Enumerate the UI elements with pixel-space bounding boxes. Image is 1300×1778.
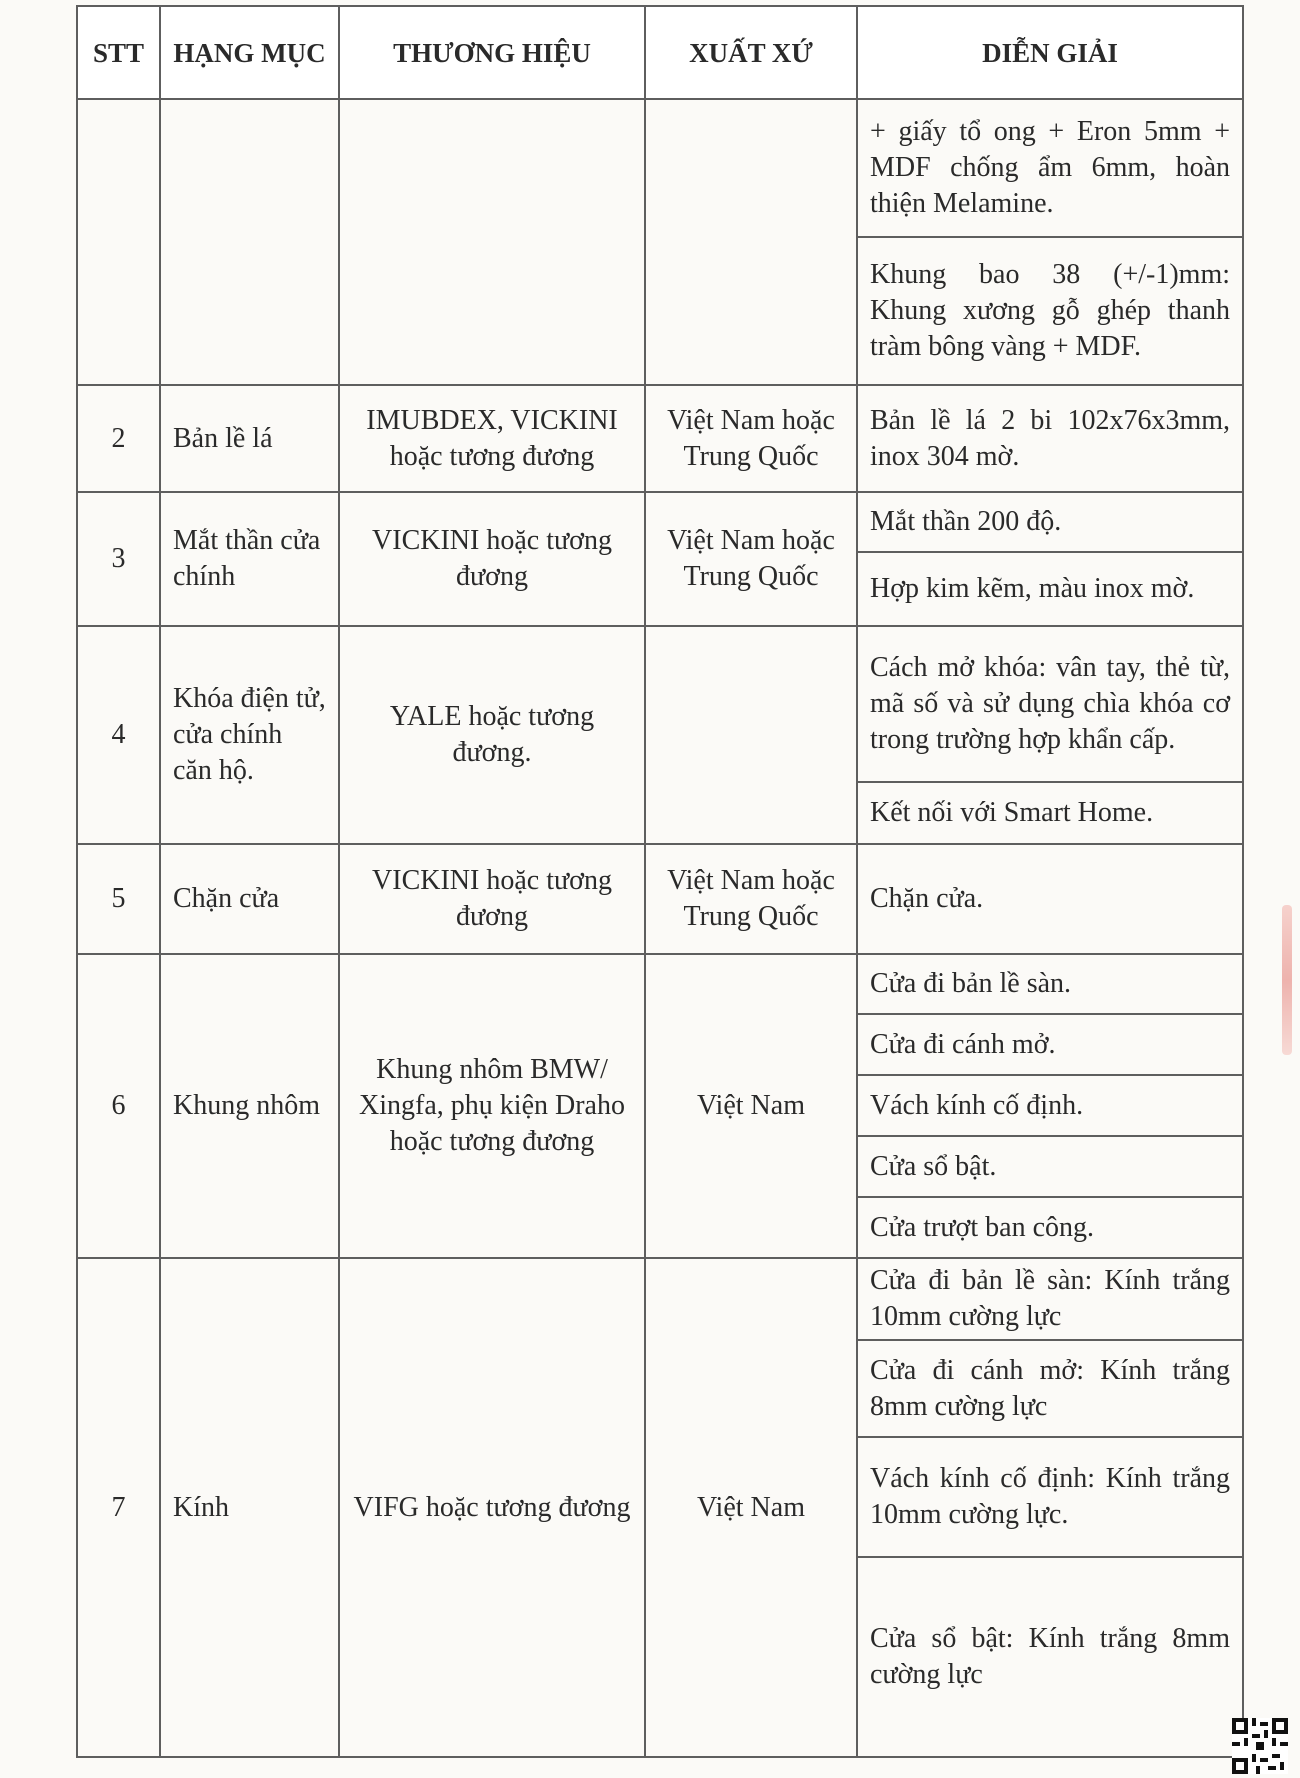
table-row	[77, 385, 1243, 492]
cell-stt: 4	[77, 626, 160, 844]
table-row	[77, 492, 1243, 552]
cell-stt: 7	[77, 1258, 160, 1757]
cell-brand: VICKINI hoặc tương đương	[339, 844, 645, 954]
cell-description: + giấy tổ ong + Eron 5mm + MDF chống ẩm 6mm, hoàn thiện Melamine.	[857, 99, 1243, 237]
cell-stt	[77, 99, 160, 385]
qr-code-icon	[1232, 1718, 1288, 1774]
cell-description: Chặn cửa.	[857, 844, 1243, 954]
table-header-row	[77, 6, 1243, 99]
cell-origin: Việt Nam hoặc Trung Quốc	[645, 492, 857, 626]
cell-origin	[645, 99, 857, 385]
cell-description: Hợp kim kẽm, màu inox mờ.	[857, 552, 1243, 626]
cell-item: Khung nhôm	[160, 954, 339, 1258]
cell-origin: Việt Nam	[645, 1258, 857, 1757]
stamp-edge-mark	[1282, 905, 1292, 1055]
cell-origin	[645, 626, 857, 844]
table-row	[77, 844, 1243, 954]
cell-item: Chặn cửa	[160, 844, 339, 954]
table-row	[77, 954, 1243, 1014]
cell-description: Khung bao 38 (+/-1)mm: Khung xương gỗ ghép thanh tràm bông vàng + MDF.	[857, 237, 1243, 385]
cell-description: Cửa đi cánh mở.	[857, 1014, 1243, 1075]
cell-brand: Khung nhôm BMW/ Xingfa, phụ kiện Draho hoặc tương đương	[339, 954, 645, 1258]
header-item: HẠNG MỤC	[160, 6, 339, 99]
cell-stt: 5	[77, 844, 160, 954]
cell-description: Cửa sổ bật.	[857, 1136, 1243, 1197]
cell-brand: YALE hoặc tương đương.	[339, 626, 645, 844]
table-row	[77, 626, 1243, 782]
cell-description: Kết nối với Smart Home.	[857, 782, 1243, 844]
header-description: DIỄN GIẢI	[857, 6, 1243, 99]
cell-description: Cách mở khóa: vân tay, thẻ từ, mã số và sử dụng chìa khóa cơ trong trường hợp khẩn cấp.	[857, 626, 1243, 782]
table-row	[77, 99, 1243, 237]
cell-origin: Việt Nam	[645, 954, 857, 1258]
cell-brand	[339, 99, 645, 385]
cell-item: Bản lề lá	[160, 385, 339, 492]
cell-brand: VIFG hoặc tương đương	[339, 1258, 645, 1757]
cell-origin: Việt Nam hoặc Trung Quốc	[645, 385, 857, 492]
cell-description: Cửa đi cánh mở: Kính trắng 8mm cường lực	[857, 1340, 1243, 1437]
cell-stt: 2	[77, 385, 160, 492]
cell-description: Mắt thần 200 độ.	[857, 492, 1243, 552]
header-origin: XUẤT XỨ	[645, 6, 857, 99]
cell-brand: VICKINI hoặc tương đương	[339, 492, 645, 626]
cell-origin: Việt Nam hoặc Trung Quốc	[645, 844, 857, 954]
cell-stt: 3	[77, 492, 160, 626]
cell-description: Cửa đi bản lề sàn: Kính trắng 10mm cường lực	[857, 1258, 1243, 1340]
cell-description: Bản lề lá 2 bi 102x76x3mm, inox 304 mờ.	[857, 385, 1243, 492]
cell-item: Kính	[160, 1258, 339, 1757]
cell-stt: 6	[77, 954, 160, 1258]
cell-description: Vách kính cố định.	[857, 1075, 1243, 1136]
cell-description: Cửa trượt ban công.	[857, 1197, 1243, 1258]
cell-item	[160, 99, 339, 385]
cell-description: Vách kính cố định: Kính trắng 10mm cường lực.	[857, 1437, 1243, 1557]
header-brand: THƯƠNG HIỆU	[339, 6, 645, 99]
header-stt: STT	[77, 6, 160, 99]
cell-brand: IMUBDEX, VICKINI hoặc tương đương	[339, 385, 645, 492]
cell-description: Cửa sổ bật: Kính trắng 8mm cường lực	[857, 1557, 1243, 1757]
table-row	[77, 1258, 1243, 1340]
specification-table	[76, 5, 1244, 1758]
cell-item: Khóa điện tử, cửa chính căn hộ.	[160, 626, 339, 844]
cell-description: Cửa đi bản lề sàn.	[857, 954, 1243, 1014]
cell-item: Mắt thần cửa chính	[160, 492, 339, 626]
